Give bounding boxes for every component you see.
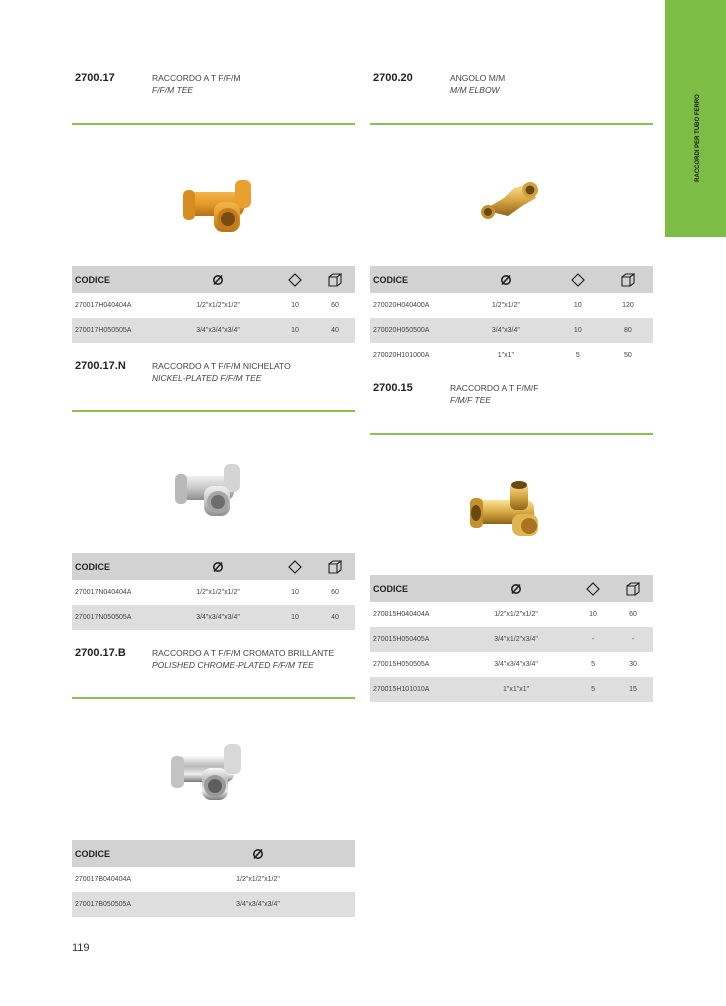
section-2700-20 xyxy=(370,72,653,112)
diameter-icon xyxy=(161,840,355,867)
cell-size: 1/2"x1/2" xyxy=(491,302,520,309)
section-2700-17-n xyxy=(72,360,355,400)
package-icon xyxy=(275,553,315,580)
diameter-icon xyxy=(161,553,275,580)
cell-code: 270015H050505A xyxy=(373,661,430,668)
cell-box: 30 xyxy=(629,661,637,668)
cell-size: 3/4"x3/4"x3/4" xyxy=(161,605,275,630)
cell-size: 3/4"x3/4"x3/4" xyxy=(161,318,275,343)
spec-table-2700-15 xyxy=(370,575,653,702)
section-header xyxy=(370,382,653,432)
cell-pack: 10 xyxy=(275,318,315,343)
package-icon xyxy=(275,266,315,293)
diameter-icon xyxy=(161,266,275,293)
cell-pack: 5 xyxy=(575,352,580,359)
cell-code: 270020H101000A xyxy=(373,352,430,359)
table-row xyxy=(370,318,653,343)
cell-code: 270020H040400A xyxy=(373,302,430,309)
cell-size: 3/4"x3/4" xyxy=(459,318,553,343)
cell-code: 270015H040404A xyxy=(373,611,430,618)
table-row xyxy=(72,293,355,318)
title-it: RACCORDO A T F/M/F xyxy=(450,383,539,393)
page-number: 119 xyxy=(72,942,90,954)
cell-box: 15 xyxy=(613,677,653,702)
column-header-code: CODICE xyxy=(370,266,459,293)
cell-size: 3/4"x3/4"x3/4" xyxy=(494,661,538,668)
cell-code: 270017N040404A xyxy=(75,589,132,596)
table-row xyxy=(72,580,355,605)
title-it: RACCORDO A T F/F/M xyxy=(152,73,241,83)
box-icon xyxy=(315,553,355,580)
section-header xyxy=(72,360,355,410)
cell-size: 1/2"x1/2"x1/2" xyxy=(196,302,240,309)
section-2700-17-b xyxy=(72,647,355,687)
box-icon xyxy=(613,575,653,602)
category-tab-label: RACCORDI PER TUBO FERRO xyxy=(695,94,701,182)
section-divider xyxy=(72,123,355,125)
spec-table-2700-20 xyxy=(370,266,653,368)
title-it: RACCORDO A T F/F/M CROMATO BRILLANTE xyxy=(152,648,335,658)
package-icon xyxy=(553,266,603,293)
section-header xyxy=(370,72,653,122)
table-row xyxy=(370,293,653,318)
table-row xyxy=(370,602,653,627)
nickel-tee-photo xyxy=(172,458,244,520)
section-header xyxy=(72,647,355,697)
diameter-icon xyxy=(459,266,553,293)
brass-elbow-photo xyxy=(478,176,542,224)
brass-fmf-tee-photo xyxy=(466,478,546,544)
cell-pack: 10 xyxy=(291,302,299,309)
cell-code: 270015H101010A xyxy=(370,677,459,702)
cell-pack: 10 xyxy=(275,605,315,630)
table-row xyxy=(370,627,653,652)
title-en: NICKEL-PLATED F/F/M TEE xyxy=(152,373,262,383)
title-en: POLISHED CHROME-PLATED F/F/M TEE xyxy=(152,660,314,670)
cell-code: 270017B050505A xyxy=(72,892,161,917)
section-divider xyxy=(72,410,355,412)
cell-pack: 10 xyxy=(589,611,597,618)
section-divider xyxy=(72,697,355,699)
cell-size: 1/2"x1/2"x1/2" xyxy=(236,876,280,883)
title-it: RACCORDO A T F/F/M NICHELATO xyxy=(152,361,291,371)
cell-box: 60 xyxy=(629,611,637,618)
cell-size: 1/2"x1/2"x1/2" xyxy=(196,589,240,596)
cell-pack: 5 xyxy=(591,661,595,668)
cell-size: 1/2"x1/2"x1/2" xyxy=(494,611,538,618)
table-row xyxy=(72,867,355,892)
table-row xyxy=(370,652,653,677)
section-divider xyxy=(370,123,653,125)
spec-table-2700-17-n xyxy=(72,553,355,630)
brass-tee-photo xyxy=(180,172,255,238)
spec-table-2700-17 xyxy=(72,266,355,343)
package-icon xyxy=(573,575,613,602)
cell-size: 3/4"x3/4"x3/4" xyxy=(161,892,355,917)
cell-code: 270017H050505A xyxy=(72,318,161,343)
table-row xyxy=(72,605,355,630)
diameter-icon xyxy=(459,575,573,602)
cell-size: 3/4"x1/2"x3/4" xyxy=(459,627,573,652)
product-code: 2700.15 xyxy=(373,382,413,394)
chrome-tee-photo xyxy=(168,740,244,804)
section-2700-15 xyxy=(370,382,653,422)
product-description xyxy=(152,72,240,96)
title-en: F/M/F TEE xyxy=(450,395,491,405)
cell-pack: 5 xyxy=(573,677,613,702)
product-description xyxy=(152,647,334,671)
table-row xyxy=(370,677,653,702)
cell-box: 80 xyxy=(603,318,653,343)
column-header-code: CODICE xyxy=(72,266,161,293)
product-code: 2700.17.B xyxy=(75,647,126,659)
cell-code: 270015H050405A xyxy=(370,627,459,652)
product-code: 2700.17 xyxy=(75,72,115,84)
table-row xyxy=(370,343,653,368)
title-en: M/M ELBOW xyxy=(450,85,500,95)
table-row xyxy=(72,892,355,917)
cell-box: 120 xyxy=(622,302,634,309)
product-description xyxy=(152,360,291,384)
cell-box: 50 xyxy=(624,352,632,359)
spec-table-2700-17-b xyxy=(72,840,355,917)
cell-pack: 10 xyxy=(573,302,582,309)
table-row xyxy=(72,318,355,343)
column-header-code: CODICE xyxy=(370,575,459,602)
cell-box: 60 xyxy=(331,589,339,596)
title-en: F/F/M TEE xyxy=(152,85,194,95)
cell-code: 270017B040404A xyxy=(75,876,132,883)
cell-size: 1"x1" xyxy=(497,352,515,359)
column-header-code: CODICE xyxy=(72,840,161,867)
section-divider xyxy=(370,433,653,435)
cell-pack: - xyxy=(573,627,613,652)
cell-box: - xyxy=(613,627,653,652)
cell-code: 270020H050500A xyxy=(370,318,459,343)
section-2700-17 xyxy=(72,72,355,112)
category-tab-label-wrap xyxy=(665,0,726,237)
product-description xyxy=(450,72,505,96)
product-description xyxy=(450,382,538,406)
product-code: 2700.17.N xyxy=(75,360,126,372)
cell-pack: 10 xyxy=(553,318,603,343)
cell-code: 270017N050505A xyxy=(72,605,161,630)
product-code: 2700.20 xyxy=(373,72,413,84)
cell-box: 40 xyxy=(315,605,355,630)
section-header xyxy=(72,72,355,122)
cell-pack: 10 xyxy=(291,589,299,596)
cell-box: 60 xyxy=(331,302,339,309)
column-header-code: CODICE xyxy=(72,553,161,580)
box-icon xyxy=(603,266,653,293)
box-icon xyxy=(315,266,355,293)
cell-size: 1"x1"x1" xyxy=(459,677,573,702)
title-it: ANGOLO M/M xyxy=(450,73,506,83)
cell-box: 40 xyxy=(315,318,355,343)
cell-code: 270017H040404A xyxy=(75,302,132,309)
